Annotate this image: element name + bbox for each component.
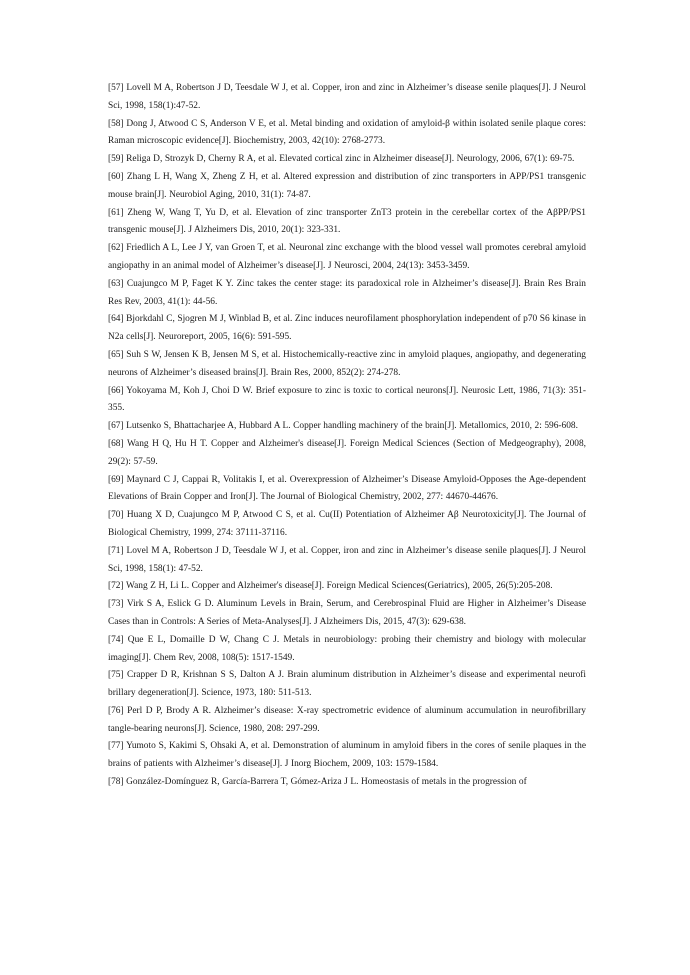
- reference-item-75: [75] Crapper D R, Krishnan S S, Dalton A J. Brain aluminum distribution in Alzheimer’s disease and experimental neurofi brillary degeneration[J]. Science, 1973, 180: 511-513.: [108, 670, 586, 699]
- reference-item-57: [57] Lovell M A, Robertson J D, Teesdale W J, et al. Copper, iron and zinc in Alzheimer’s disease senile plaques[J]. J Neurol Sci, 1998, 158(1):47-52.: [108, 83, 586, 111]
- reference-list: [108, 80, 586, 792]
- reference-item-68: [68] Wang H Q, Hu H T. Copper and Alzheimer's disease[J]. Foreign Medical Sciences (Section of Medgeography), 2008, 29(2): 57-59.: [108, 438, 586, 467]
- reference-item-60: [60] Zhang L H, Wang X, Zheng Z H, et al. Altered expression and distribution of zinc transporters in APP/PS1 transgenic mouse brain[J]. Neurobiol Aging, 2010, 31(1): 74-87.: [108, 171, 586, 200]
- reference-item-77: [77] Yumoto S, Kakimi S, Ohsaki A, et al. Demonstration of aluminum in amyloid fibers in the cores of senile plaques in the brains of patients with Alzheimer’s disease[J]. J Inorg Biochem, 2009, 103: 1579-1584.: [108, 741, 586, 770]
- reference-item-72: [72] Wang Z H, Li L. Copper and Alzheimer's disease[J]. Foreign Medical Sciences(Geriatrics), 2005, 26(5):205-208.: [108, 581, 553, 592]
- reference-item-73: [73] Virk S A, Eslick G D. Aluminum Levels in Brain, Serum, and Cerebrospinal Fluid are Higher in Alzheimer’s Disease Cases than in Controls: A Series of Meta-Analyses[J]. J Alzheimers Dis, 2015, 47(3): 629-638.: [108, 599, 586, 627]
- reference-item-76: [76] Perl D P, Brody A R. Alzheimer’s disease: X-ray spectrometric evidence of aluminum accumulation in neurofibrillary tangle-bearing neurons[J]. Science, 1980, 208: 297-299.: [108, 705, 586, 734]
- reference-item-58: [58] Dong J, Atwood C S, Anderson V E, et al. Metal binding and oxidation of amyloid-β within isolated senile plaque cores: Raman microscopic evidence[J]. Biochemistry, 2003, 42(10): 2768-2773.: [108, 118, 586, 147]
- reference-item-64: [64] Bjorkdahl C, Sjogren M J, Winblad B, et al. Zinc induces neurofilament phosphorylation independent of p70 S6 kinase in N2a cells[J]. Neuroreport, 2005, 16(6): 591-595.: [108, 314, 586, 343]
- reference-item-59: [59] Religa D, Strozyk D, Cherny R A, et al. Elevated cortical zinc in Alzheimer disease[J]. Neurology, 2006, 67(1): 69-75.: [108, 154, 575, 165]
- reference-item-71: [71] Lovel M A, Robertson J D, Teesdale W J, et al. Copper, iron and zinc in Alzheimer’s disease senile plaques[J]. J Neurol Sci, 1998, 158(1): 47-52.: [108, 545, 586, 574]
- reference-item-69: [69] Maynard C J, Cappai R, Volitakis I, et al. Overexpression of Alzheimer’s Disease Amyloid-Opposes the Age-dependent Elevations of Brain Copper and Iron[J]. The Journal of Biological Chemistry, 2002, 277: 44670-44676.: [108, 474, 586, 503]
- reference-item-78: [78] González-Domínguez R, García-Barrera T, Gómez-Ariza J L. Homeostasis of metals in the progression of: [108, 777, 527, 788]
- reference-item-65: [65] Suh S W, Jensen K B, Jensen M S, et al. Histochemically-reactive zinc in amyloid plaques, angiopathy, and degenerating neurons of Alzheimer’s diseased brains[J]. Brain Res, 2000, 852(2): 274-278.: [108, 349, 586, 378]
- reference-item-70: [70] Huang X D, Cuajungco M P, Atwood C S, et al. Cu(II) Potentiation of Alzheimer Aβ Neurotoxicity[J]. The Journal of Biological Chemistry, 1999, 274: 37111-37116.: [108, 510, 586, 538]
- reference-item-61: [61] Zheng W, Wang T, Yu D, et al. Elevation of zinc transporter ZnT3 protein in the cerebellar cortex of the AβPP/PS1 transgenic mouse[J]. J Alzheimers Dis, 2010, 20(1): 323-331.: [108, 207, 586, 236]
- reference-item-67: [67] Lutsenko S, Bhattacharjee A, Hubbard A L. Copper handling machinery of the brain[J]. Metallomics, 2010, 2: 596-608.: [108, 421, 578, 432]
- reference-item-66: [66] Yokoyama M, Koh J, Choi D W. Brief exposure to zinc is toxic to cortical neurons[J]. Neurosic Lett, 1986, 71(3): 351-355.: [108, 385, 586, 414]
- reference-item-62: [62] Friedlich A L, Lee J Y, van Groen T, et al. Neuronal zinc exchange with the blood vessel wall promotes cerebral amyloid angiopathy in an animal model of Alzheimer’s disease[J]. J Neurosci, 2004, 24(13): 3453-3459.: [108, 243, 586, 271]
- reference-item-63: [63] Cuajungco M P, Faget K Y. Zinc takes the center stage: its paradoxical role in Alzheimer’s disease[J]. Brain Res Brain Res Rev, 2003, 41(1): 44-56.: [108, 278, 586, 307]
- reference-item-74: [74] Que E L, Domaille D W, Chang C J. Metals in neurobiology: probing their chemistry and biology with molecular imaging[J]. Chem Rev, 2008, 108(5): 1517-1549.: [108, 634, 586, 663]
